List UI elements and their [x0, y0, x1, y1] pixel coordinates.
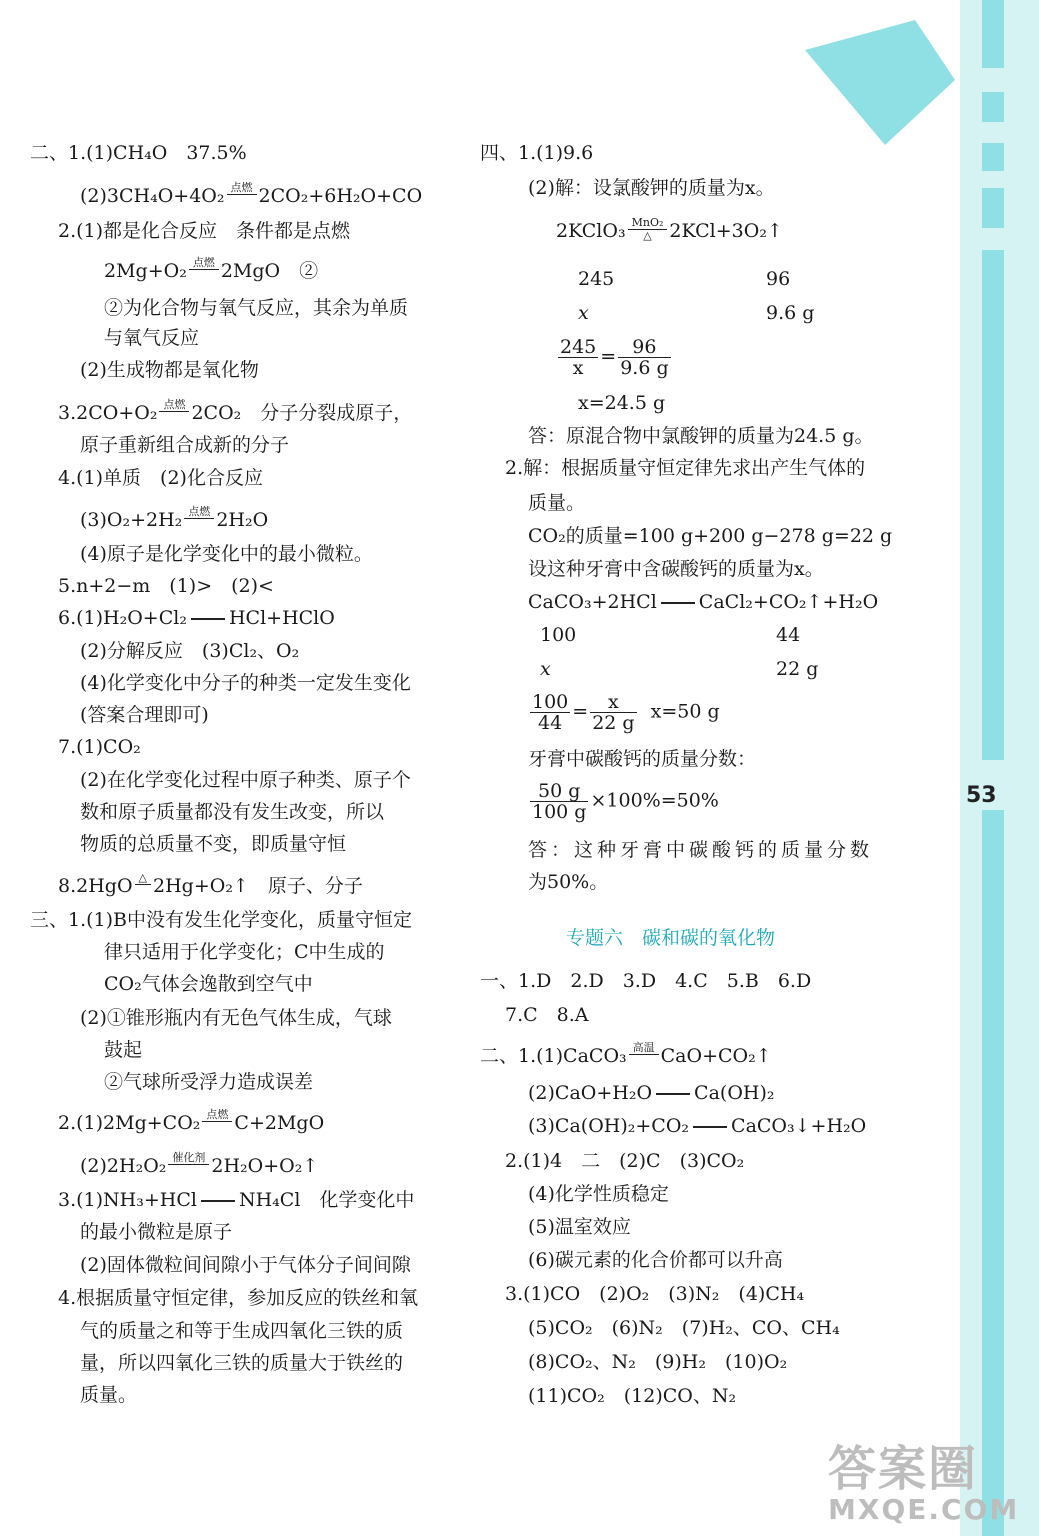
answer-line: 牙膏中碳酸钙的质量分数： [528, 748, 757, 770]
reaction-condition: MnO₂ △ [628, 217, 668, 242]
answer-line: 一、1.D 2.D 3.D 4.C 5.B 6.D [480, 970, 812, 992]
fraction-equation: $\frac{245}{x}$ = $\frac{96}{9.6 g}$ [560, 336, 669, 379]
answer-line: ②气球所受浮力造成误差 [104, 1071, 314, 1093]
answer-line: (6)碳元素的化合价都可以升高 [528, 1249, 783, 1271]
answer-line: (4)原子是化学变化中的最小微粒。 [80, 543, 373, 565]
fraction-equation: $\frac{100}{44}$ = $\frac{x}{22 g}$ x=50 g [532, 691, 720, 734]
answer-line: 与氧气反应 [104, 327, 200, 349]
section-title: 专题六 碳和碳的氧化物 [566, 927, 776, 949]
reaction-condition: 催化剂 [168, 1152, 209, 1177]
ratio-value: 9.6 g [766, 302, 815, 324]
answer-line: x=24.5 g [578, 392, 666, 414]
sidebar-strip [982, 810, 1004, 1536]
answer-line: 量，所以四氧化三铁的质量大于铁丝的 [80, 1352, 404, 1374]
reaction-condition: 点燃 [159, 399, 189, 424]
sidebar-strip [982, 143, 1004, 171]
answer-line: (5)CO₂ (6)N₂ (7)H₂、CO、CH₄ [528, 1317, 840, 1339]
ratio-value: 96 [766, 268, 791, 290]
equation-line: 2Mg+O₂ 点燃 2MgO ② [104, 255, 319, 282]
answer-line: 2.解：根据质量守恒定律先求出产生气体的 [505, 457, 866, 479]
answer-line: (5)温室效应 [528, 1216, 631, 1238]
answer-line: 气的质量之和等于生成四氧化三铁的质 [80, 1320, 404, 1342]
answer-line: 四、1.(1)9.6 [480, 142, 594, 164]
answer-line: (11)CO₂ (12)CO、N₂ [528, 1385, 737, 1407]
equation-line: (3)Ca(OH)₂+CO₂ CaCO₃↓+H₂O [528, 1115, 867, 1137]
equation-line: 3.2CO+O₂ 点燃 2CO₂ 分子分裂成原子， [58, 397, 413, 424]
watermark-logo-text: 答案圈 [828, 1441, 979, 1497]
ratio-value: x [540, 658, 551, 680]
equation-line: 2KClO₃ MnO₂ △ 2KCl+3O₂↑ [556, 215, 783, 242]
equation-line: CaCO₃+2HCl CaCl₂+CO₂↑+H₂O [528, 591, 879, 613]
watermark-url: MXQE.COM [828, 1493, 1020, 1526]
answer-line: 设这种牙膏中含碳酸钙的质量为x。 [528, 558, 824, 580]
equation-line: 3.(1)NH₃+HCl NH₄Cl 化学变化中 [58, 1189, 415, 1211]
answer-line: ②为化合物与氧气反应，其余为单质 [104, 297, 409, 319]
answer-line: (2)解：设氯酸钾的质量为x。 [528, 177, 775, 199]
reaction-condition: 点燃 [189, 257, 219, 282]
answer-line: (2)生成物都是氧化物 [80, 359, 259, 381]
ratio-value: 245 [578, 268, 615, 290]
answer-line: (2)在化学变化过程中原子种类、原子个 [80, 769, 411, 791]
answer-line: 物质的总质量不变，即质量守恒 [80, 833, 347, 855]
reaction-condition: 点燃 [227, 182, 257, 207]
answer-line: 的最小微粒是原子 [80, 1221, 233, 1243]
answer-line: 7.C 8.A [505, 1004, 589, 1026]
sidebar-strip [982, 92, 1004, 122]
answer-line: CO₂气体会逸散到空气中 [104, 973, 313, 995]
answer-line: 为50%。 [528, 871, 609, 893]
answer-line: (2)分解反应 (3)Cl₂、O₂ [80, 640, 300, 662]
reaction-condition: △ [135, 872, 151, 897]
ratio-value: 100 [540, 624, 577, 646]
equation-line: (3)O₂+2H₂ 点燃 2H₂O [80, 504, 269, 531]
equation-line: 2.(1)2Mg+CO₂ 点燃 C+2MgO [58, 1107, 325, 1134]
ratio-value: x [578, 302, 589, 324]
answer-line: 3.(1)CO (2)O₂ (3)N₂ (4)CH₄ [505, 1283, 805, 1305]
answer-line: 鼓起 [104, 1039, 143, 1061]
answer-line: (2)固体微粒间间隙小于气体分子间间隙 [80, 1254, 411, 1276]
fraction-equation: $\frac{50 g}{100 g}$ ×100%=50% [532, 780, 719, 823]
equation-line: 8.2HgO △ 2Hg+O₂↑ 原子、分子 [58, 870, 363, 897]
answer-line: 5.n+2−m (1)> (2)< [58, 575, 274, 597]
equation-line: (2)2H₂O₂ 催化剂 2H₂O+O₂↑ [80, 1150, 319, 1177]
answer-line: 质量。 [80, 1384, 138, 1406]
answer-line: 三、1.(1)B中没有发生化学变化，质量守恒定 [30, 909, 413, 931]
page-number: 53 [966, 783, 997, 808]
equation-line: 6.(1)H₂O+Cl₂ HCl+HClO [58, 607, 335, 629]
answer-line: (8)CO₂、N₂ (9)H₂ (10)O₂ [528, 1351, 788, 1373]
kite-decoration [805, 20, 960, 150]
answer-line: 答：原混合物中氯酸钾的质量为24.5 g。 [528, 425, 874, 447]
ratio-value: 44 [776, 624, 801, 646]
equation-line: (2)CaO+H₂O Ca(OH)₂ [528, 1082, 775, 1104]
sidebar-strip [982, 0, 1004, 68]
reaction-condition: 点燃 [202, 1109, 232, 1134]
answer-line: 答：这种牙膏中碳酸钙的质量分数 [528, 839, 874, 861]
ratio-value: 22 g [776, 658, 819, 680]
answer-line: (答案合理即可) [80, 704, 209, 726]
answer-line: 4.(1)单质 (2)化合反应 [58, 467, 263, 489]
reaction-condition: 点燃 [184, 506, 214, 531]
answer-line: CO₂的质量=100 g+200 g−278 g=22 g [528, 525, 893, 547]
sidebar-strip [982, 188, 1004, 228]
watermark [828, 1430, 1019, 1526]
answer-line: 2.(1)4 二 (2)C (3)CO₂ [505, 1150, 745, 1172]
answer-line: 原子重新组合成新的分子 [80, 434, 290, 456]
answer-line: (4)化学性质稳定 [528, 1183, 669, 1205]
sidebar-strip [982, 250, 1004, 760]
answer-line: 2.(1)都是化合反应 条件都是点燃 [58, 220, 351, 242]
answer-line: 4.根据质量守恒定律，参加反应的铁丝和氧 [58, 1287, 419, 1309]
answer-line: 质量。 [528, 492, 586, 514]
answer-line: 7.(1)CO₂ [58, 736, 141, 758]
answer-line: (2)①锥形瓶内有无色气体生成，气球 [80, 1007, 392, 1029]
equation-line: (2)3CH₄O+4O₂ 点燃 2CO₂+6H₂O+CO [80, 180, 423, 207]
reaction-condition: 高温 [629, 1042, 659, 1067]
equation-line: 二、1.(1)CaCO₃ 高温 CaO+CO₂↑ [480, 1040, 772, 1067]
answer-line: 律只适用于化学变化；C中生成的 [104, 941, 385, 963]
answer-line: 数和原子质量都没有发生改变，所以 [80, 801, 385, 823]
answer-line: (4)化学变化中分子的种类一定发生变化 [80, 672, 411, 694]
answer-line: 二、1.(1)CH₄O 37.5% [30, 142, 247, 164]
